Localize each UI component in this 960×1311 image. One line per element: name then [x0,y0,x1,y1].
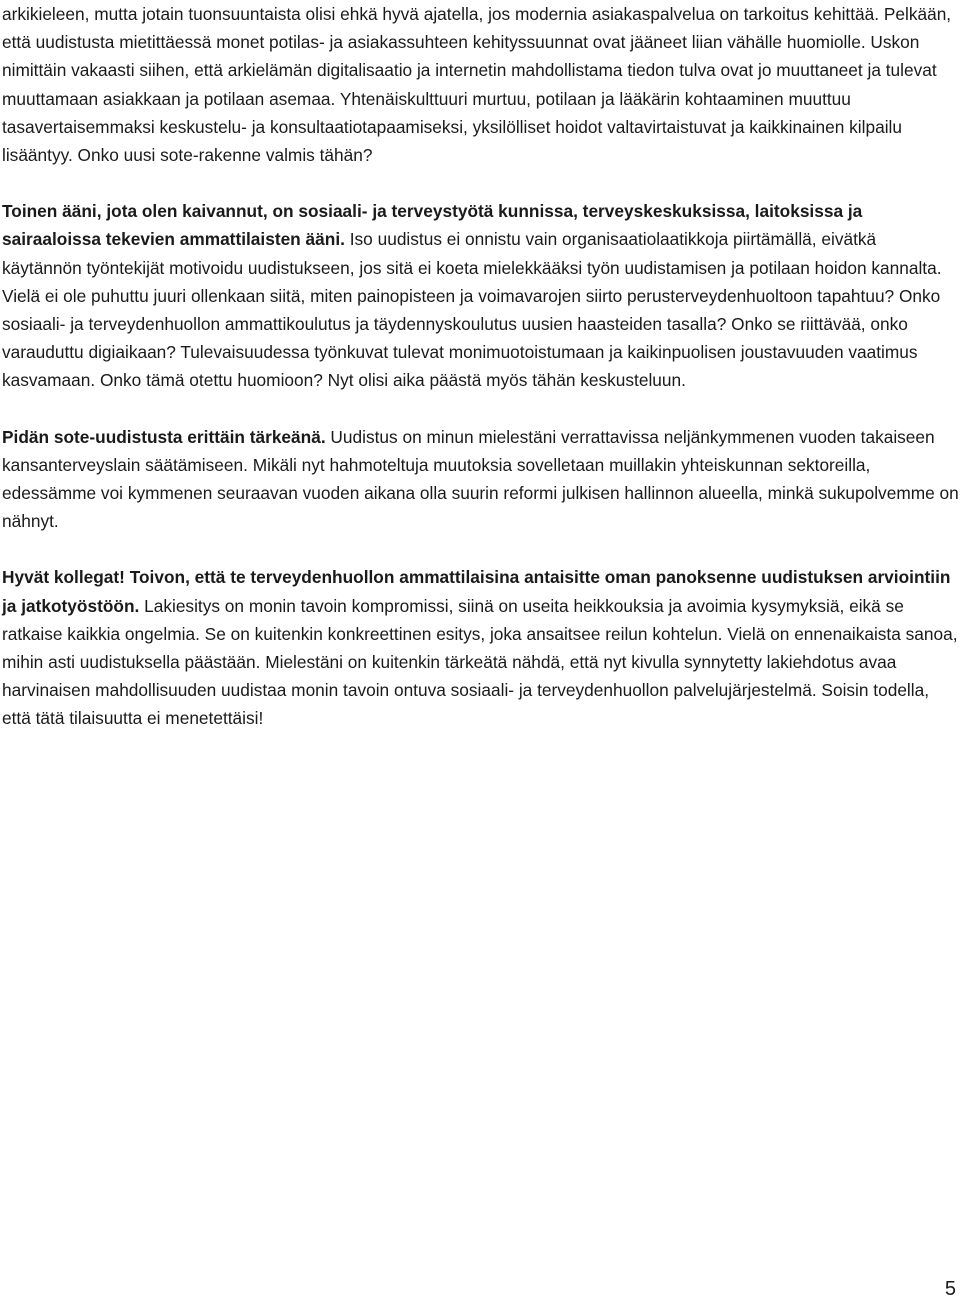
paragraph-4-lead: Hyvät kollegat! Toivon, että te terveydenhuollon ammattilaisina antaisitte oman panoksenne uudistuksen arviointiin ja jatkotyöstöön. [2,567,951,616]
paragraph-2 [2,197,960,394]
paragraph-3-text: Uudistus on minun mielestäni verrattavissa neljänkymmenen vuoden takaiseen kansanterveyslain säätämiseen. Mikäli nyt hahmoteltuja muutoksia sovelletaan muillakin yhteiskunnan sektoreilla, edessämme voi kymmenen seuraavan vuoden aikana olla suurin reformi julkisen hallinnon alueella, minkä sukupolvemme on nähnyt. [2,426,959,532]
paragraph-3 [2,423,960,536]
paragraph-1-text: arkikieleen, mutta jotain tuonsuuntaista olisi ehkä hyvä ajatella, jos modernia asiakaspalvelua on tarkoitus kehittää. Pelkään, että uudistusta mietittäessä monet potilas- ja asiakassuhteen kehityssuunnat ovat jääneet liian vähälle huomiolle. Uskon nimittäin vakaasti siihen, että arkielämän digitalisaatio ja internetin mahdollistama tiedon tulva ovat jo muuttaneet ja tulevat muuttamaan asiakkaan ja potilaan asemaa. Yhtenäiskulttuuri murtuu, potilaan ja lääkärin kohtaaminen muuttuu tasavertaisemmaksi keskustelu- ja konsultaatiotapaamiseksi, yksilölliset hoidot valtavirtaistuvat ja kaikkinainen kilpailu lisääntyy. Onko uusi sote-rakenne valmis tähän? [2,4,952,166]
paragraph-2-lead: Toinen ääni, jota olen kaivannut, on sosiaali- ja terveystyötä kunnissa, terveyskeskuksissa, laitoksissa ja sairaaloissa tekevien ammattilaisten ääni. [2,201,863,250]
paragraph-4-text: Lakiesitys on monin tavoin kompromissi, siinä on useita heikkouksia ja avoimia kysymyksiä, eikä se ratkaise kaikkia ongelmia. Se on kuitenkin konkreettinen esitys, joka ansaitsee reilun kohtelun. Vielä on ennenaikaista sanoa, mihin asti uudistuksella päästään. Mielestäni on kuitenkin tärkeätä nähdä, että nyt kivulla synnytetty lakiehdotus avaa harvinaisen mahdollisuuden uudistaa monin tavoin ontuva sosiaali- ja terveydenhuollon palvelujärjestelmä. Soisin todella, että tätä tilaisuutta ei menetettäisi! [2,595,958,729]
paragraph-1 [2,0,960,169]
paragraph-3-lead: Pidän sote-uudistusta erittäin tärkeänä. [2,426,326,447]
paragraph-4 [2,563,960,732]
page-number: 5 [944,1278,956,1300]
paragraph-2-text: Iso uudistus ei onnistu vain organisaatiolaatikkoja piirtämällä, eivätkä käytännön työntekijät motivoidu uudistukseen, jos sitä ei koeta mielekkääksi työn uudistamisen ja potilaan hoidon kannalta. Vielä ei ole puhuttu juuri ollenkaan siitä, miten painopisteen ja voimavarojen siirto perusterveydenhuoltoon tapahtuu? Onko sosiaali- ja terveydenhuollon ammattikoulutus ja täydennyskoulutus uusien haasteiden tasalla? Onko se riittävää, onko varauduttu digiaikaan? Tulevaisuudessa työnkuvat tulevat monimuotoistumaan ja kaikinpuolisen joustavuuden vaatimus kasvamaan. Onko tämä otettu huomioon? Nyt olisi aika päästä myös tähän keskusteluun. [2,229,942,391]
document-body [2,0,960,761]
